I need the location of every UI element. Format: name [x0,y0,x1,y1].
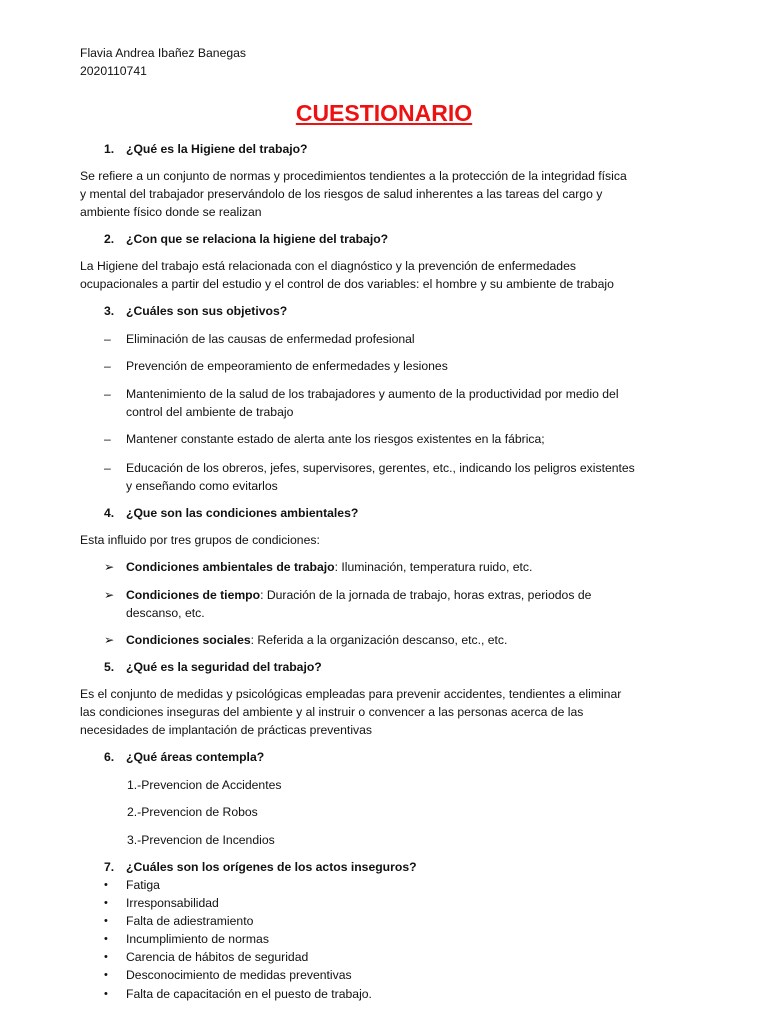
list-item-text: control del ambiente de trabajo [126,405,294,419]
condition-label: Condiciones de tiempo [126,588,261,602]
author-name: Flavia Andrea Ibañez Banegas [80,46,247,60]
question-text: ¿Con que se relaciona la higiene del trabajo? [126,232,389,246]
list-item [104,912,253,930]
condition-text: : Duración de la jornada de trabajo, horas extras, periodos de [260,588,592,602]
question-number: 4. [104,506,115,520]
area-item: 1.-Prevencion de Accidentes [127,778,282,792]
list-item [104,948,308,966]
list-item [104,430,674,448]
question-text: ¿Cuáles son sus objetivos? [126,304,288,318]
answer-4-intro: Esta influido por tres grupos de condiciones: [80,533,320,547]
question-4 [104,504,358,522]
paragraph-line: Es el conjunto de medidas y psicológicas empleadas para prevenir accidentes, tendientes a eliminar [80,687,622,701]
answer-5 [80,685,680,739]
question-5 [104,658,322,676]
question-2 [104,230,388,248]
condition-text: descanso, etc. [126,606,205,620]
answer-2 [80,257,680,293]
bullet-icon: • [104,988,108,1000]
list-item-text: Fatiga [126,878,160,892]
list-item [104,385,674,421]
question-text: ¿Qué áreas contempla? [126,750,265,764]
area-item: 2.-Prevencion de Robos [127,805,258,819]
list-item-text: Falta de capacitación en el puesto de trabajo. [126,987,372,1001]
dash-marker: – [104,387,111,401]
question-text: ¿Qué es la Higiene del trabajo? [126,142,308,156]
condition-label: Condiciones ambientales de trabajo [126,560,335,574]
bullet-icon: • [104,879,108,891]
question-text: ¿Qué es la seguridad del trabajo? [126,660,322,674]
paragraph-line: las condiciones inseguras del ambiente y al instruir o convencer a las personas acerca de las [80,705,584,719]
list-item [104,330,674,348]
bullet-icon: • [104,897,108,909]
paragraph-line: y mental del trabajador preservándolo de los riesgos de salud inherentes a las tareas del cargo y [80,187,603,201]
list-item [104,930,269,948]
list-item-text: y enseñando como evitarlos [126,479,278,493]
arrow-bullet-icon: ➢ [104,588,115,602]
condition-label: Condiciones sociales [126,633,251,647]
question-number: 1. [104,142,115,156]
list-item-text: Prevención de empeoramiento de enfermedades y lesiones [126,359,448,373]
list-item [104,894,219,912]
paragraph-line: ambiente físico donde se realizan [80,205,262,219]
area-item: 3.-Prevencion de Incendios [127,833,275,847]
list-item [104,586,674,622]
bullet-icon: • [104,951,108,963]
paragraph-line: La Higiene del trabajo está relacionada con el diagnóstico y la prevención de enfermedades [80,259,576,273]
list-item [104,985,372,1003]
question-number: 2. [104,232,115,246]
list-item [104,459,674,495]
bullet-icon: • [104,915,108,927]
list-item [104,876,160,894]
dash-marker: – [104,332,111,346]
bullet-icon: • [104,933,108,945]
question-1 [104,140,308,158]
list-item-text: Mantenimiento de la salud de los trabajadores y aumento de la productividad por medio del [126,387,619,401]
list-item [104,357,674,375]
list-item [104,558,674,576]
question-number: 6. [104,750,115,764]
list-item-text: Falta de adiestramiento [126,914,254,928]
question-number: 5. [104,660,115,674]
list-item-text: Irresponsabilidad [126,896,219,910]
question-3 [104,302,287,320]
arrow-bullet-icon: ➢ [104,633,115,647]
paragraph-line: Se refiere a un conjunto de normas y procedimientos tendientes a la protección de la integridad física [80,169,627,183]
list-item-text: Carencia de hábitos de seguridad [126,950,309,964]
paragraph-line: necesidades de implantación de prácticas preventivas [80,723,372,737]
list-item-text: Eliminación de las causas de enfermedad profesional [126,332,415,346]
author-id: 2020110741 [80,64,147,78]
dash-marker: – [104,359,111,373]
dash-marker: – [104,432,111,446]
paragraph-line: ocupacionales a partir del estudio y el control de dos variables: el hombre y su ambiente de trabajo [80,277,614,291]
list-item [104,966,352,984]
condition-text: : Referida a la organización descanso, etc., etc. [250,633,508,647]
bullet-icon: • [104,969,108,981]
list-item-text: Mantener constante estado de alerta ante los riesgos existentes en la fábrica; [126,432,545,446]
question-number: 7. [104,860,115,874]
page-title: CUESTIONARIO [295,100,473,126]
answer-1 [80,167,680,221]
list-item-text: Educación de los obreros, jefes, supervisores, gerentes, etc., indicando los peligros existentes [126,461,635,475]
question-text: ¿Que son las condiciones ambientales? [126,506,359,520]
author-block [80,44,246,80]
list-item [104,631,674,649]
question-7 [104,858,417,876]
question-text: ¿Cuáles son los orígenes de los actos inseguros? [126,860,417,874]
question-6 [104,748,264,766]
question-number: 3. [104,304,115,318]
list-item-text: Desconocimiento de medidas preventivas [126,968,352,982]
arrow-bullet-icon: ➢ [104,560,115,574]
list-item-text: Incumplimiento de normas [126,932,269,946]
dash-marker: – [104,461,111,475]
condition-text: : Iluminación, temperatura ruido, etc. [334,560,533,574]
